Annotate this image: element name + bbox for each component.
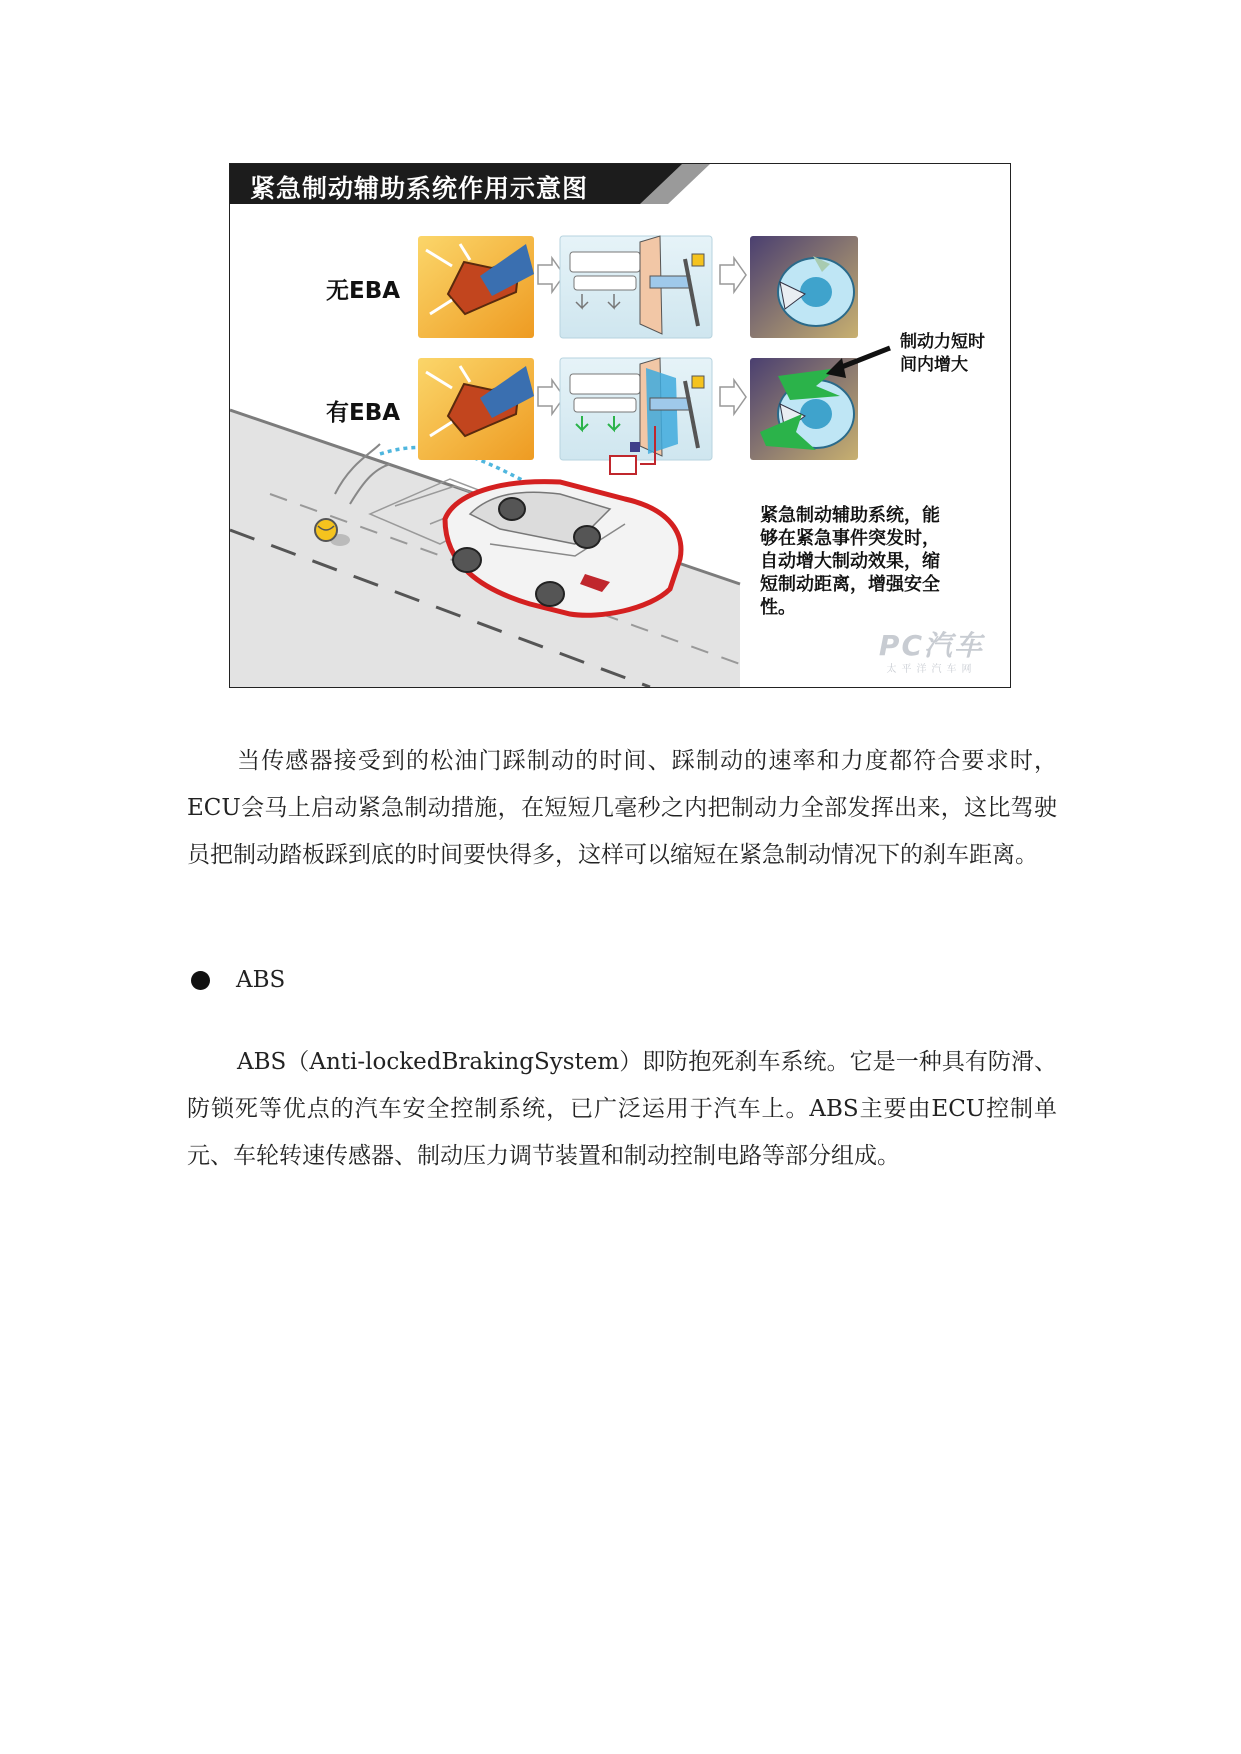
description-line-2: 够在紧急事件突发时，: [760, 528, 940, 549]
row-label-with-eba: 有EBA: [326, 400, 401, 426]
row-without-eba: [418, 236, 858, 338]
callout-label: [900, 331, 985, 377]
watermark-main: PC汽车: [878, 629, 984, 662]
bullet-item-abs: [187, 960, 285, 1000]
description-line-3: 自动增大制动效果，缩: [760, 551, 940, 572]
watermark-sub: 太平洋汽车网: [886, 664, 977, 675]
bullet-dot-icon: [191, 971, 210, 990]
callout-line-2: 间内增大: [900, 355, 968, 375]
eba-diagram-figure: [229, 163, 1011, 688]
watermark-logo: [879, 624, 984, 675]
figure-description: [760, 504, 940, 619]
callout-line-1: 制动力短时: [900, 332, 985, 352]
row-label-without-eba: 无EBA: [326, 278, 401, 304]
bullet-label: ABS: [236, 967, 286, 993]
description-line-5: 性。: [760, 597, 796, 618]
paragraph-eba-explanation: 当传感器接受到的松油门踩制动的时间、踩制动的速率和力度都符合要求时，ECU会马上启动紧急制动措施，在短短几毫秒之内把制动力全部发挥出来，这比驾驶员把制动踏板踩到底的时间要快得多，这样可以缩短在紧急制动情况下的刹车距离。: [187, 748, 1057, 868]
row-with-eba: [418, 358, 858, 474]
description-line-4: 短制动距离，增强安全: [760, 574, 940, 595]
figure-title: 紧急制动辅助系统作用示意图: [250, 174, 589, 203]
paragraph-abs-explanation: ABS（Anti-lockedBrakingSystem）即防抱死刹车系统。它是一种具有防滑、防锁死等优点的汽车安全控制系统，已广泛运用于汽车上。ABS主要由ECU控制单元、车轮转速传感器、制动压力调节装置和制动控制电路等部分组成。: [187, 1049, 1057, 1169]
description-line-1: 紧急制动辅助系统，能: [760, 505, 940, 526]
